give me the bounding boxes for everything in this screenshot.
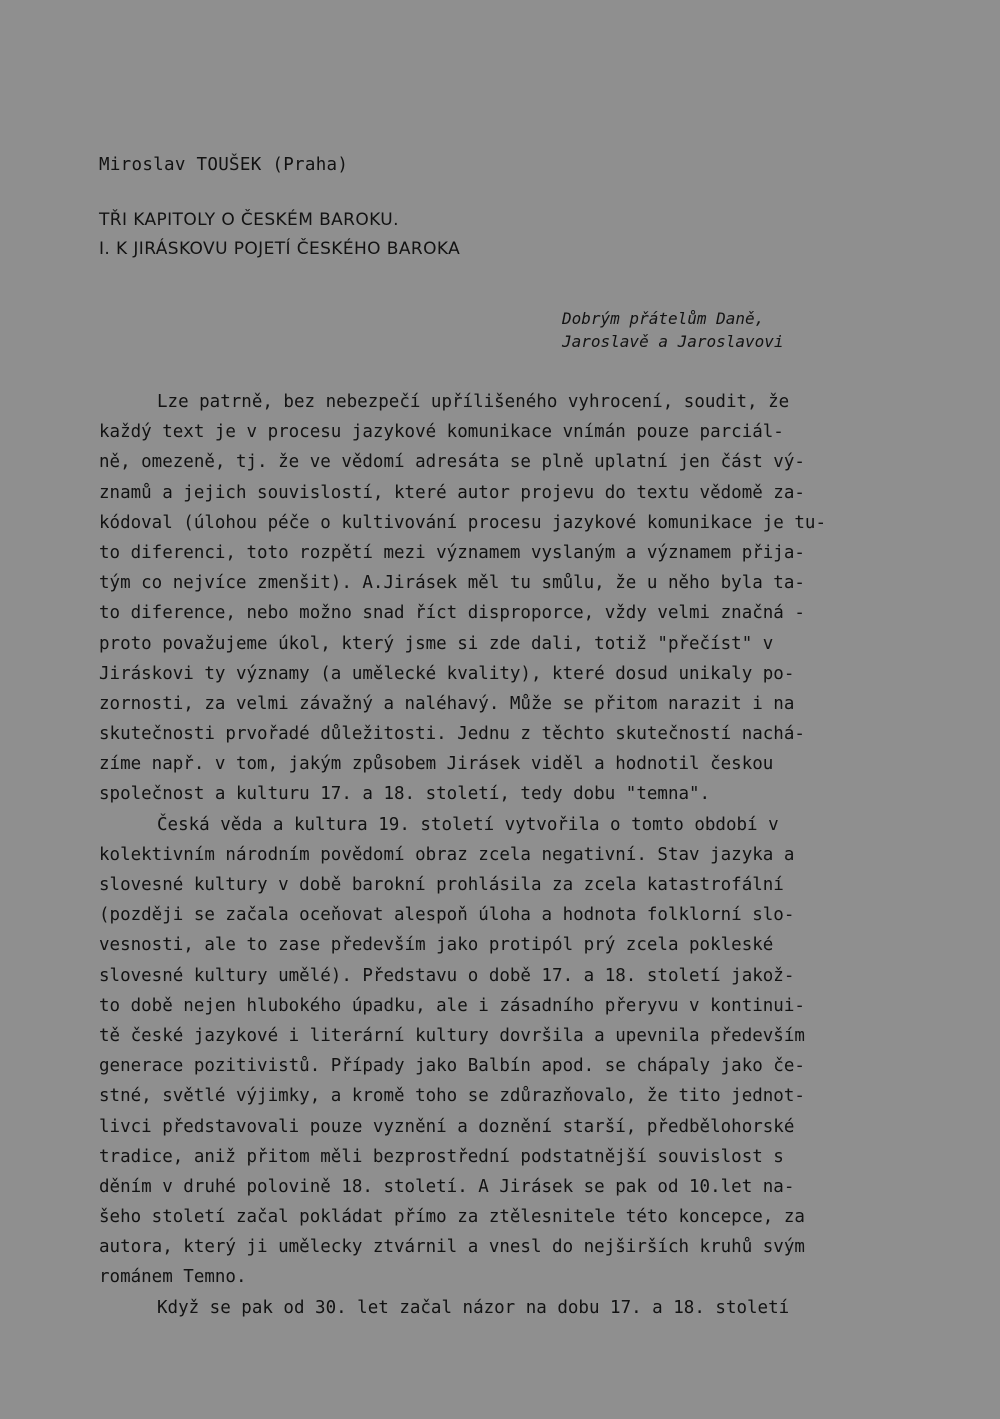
body-line: slovesné kultury umělé). Představu o době 17. a 18. století jakož- — [99, 965, 795, 986]
body-line: tě české jazykové i literární kultury dovršila a upevnila především — [99, 1025, 805, 1046]
title-line-2: I. K JIRÁSKOVU POJETÍ ČESKÉHO BAROKA — [99, 239, 461, 259]
dedication — [562, 307, 784, 353]
body-line: to době nejen hlubokého úpadku, ale i zásadního přeryvu v kontinui- — [99, 995, 805, 1016]
body-line: zíme např. v tom, jakým způsobem Jirásek viděl a hodnotil českou — [99, 754, 774, 775]
article-title — [99, 206, 460, 264]
body-line: stné, světlé výjimky, a kromě toho se zdůrazňovalo, že tito jednot- — [99, 1086, 805, 1107]
body-text — [99, 387, 903, 1323]
body-line: děním v druhé polovině 18. století. A Jirásek se pak od 10.let na- — [99, 1176, 795, 1197]
body-line: slovesné kultury v době barokní prohlásila za zcela katastrofální — [99, 875, 784, 895]
body-line: to diferenci, toto rozpětí mezi významem vyslaným a významem přija- — [99, 542, 805, 563]
body-line: společnost a kulturu 17. a 18. století, tedy dobu "temna". — [99, 784, 711, 805]
body-line: generace pozitivistů. Případy jako Balbín apod. se chápaly jako če- — [99, 1056, 805, 1077]
body-line: Jiráskovi ty významy (a umělecké kvality), které dosud unikaly po- — [99, 663, 795, 684]
body-line: Když se pak od 30. let začal názor na dobu 17. a 18. století — [157, 1297, 790, 1318]
dedication-line-2: Jaroslavě a Jaroslavovi — [562, 332, 784, 351]
body-line: zornosti, za velmi závažný a naléhavý. Může se přitom narazit i na — [99, 693, 795, 714]
body-line: tým co nejvíce zmenšit). A.Jirásek měl tu smůlu, že u něho byla ta- — [99, 573, 805, 594]
body-line: šeho století začal pokládat přímo za ztělesnitele této koncepce, za — [99, 1207, 805, 1228]
body-line: tradice, aniž přitom měli bezprostřední podstatnější souvislost s — [99, 1146, 784, 1167]
title-line-1: TŘI KAPITOLY O ČESKÉM BAROKU. — [99, 210, 399, 230]
body-line: autora, který ji umělecky ztvárnil a vnesl do nejširších kruhů svým — [99, 1237, 805, 1258]
body-line: kolektivním národním povědomí obraz zcela negativní. Stav jazyka a — [99, 844, 795, 865]
body-line: kódoval (úlohou péče o kultivování procesu jazykové komunikace je tu- — [99, 512, 826, 533]
body-line: znamů a jejich souvislostí, které autor projevu do textu vědomě za- — [99, 482, 805, 503]
body-line: skutečnosti prvořadé důležitosti. Jednu z těchto skutečností nachá- — [99, 724, 805, 745]
dedication-line-1: Dobrým přátelům Daně, — [562, 309, 765, 328]
body-line: Lze patrně, bez nebezpečí upřílišeného vyhrocení, soudit, že — [157, 392, 790, 412]
body-line: Česká věda a kultura 19. století vytvořila o tomto období v — [157, 814, 779, 835]
body-line: livci představovali pouze vyznění a doznění starší, předbělohorské — [99, 1116, 795, 1137]
body-line: románem Temno. — [99, 1267, 247, 1288]
body-line: (později se začala oceňovat alespoň úloha a hodnota folklorní slo- — [99, 905, 795, 926]
body-line: to diference, nebo možno snad říct disproporce, vždy velmi značná - — [99, 603, 805, 624]
body-line: vesnosti, ale to zase především jako protipól prý zcela pokleské — [99, 935, 774, 956]
author-line: Miroslav TOUŠEK (Praha) — [99, 155, 349, 175]
body-line: ně, omezeně, tj. že ve vědomí adresáta se plně uplatní jen část vý- — [99, 452, 805, 473]
body-line: proto považujeme úkol, který jsme si zde dali, totiž "přečíst" v — [99, 633, 774, 654]
body-line: každý text je v procesu jazykové komunikace vnímán pouze parciál- — [99, 422, 784, 443]
